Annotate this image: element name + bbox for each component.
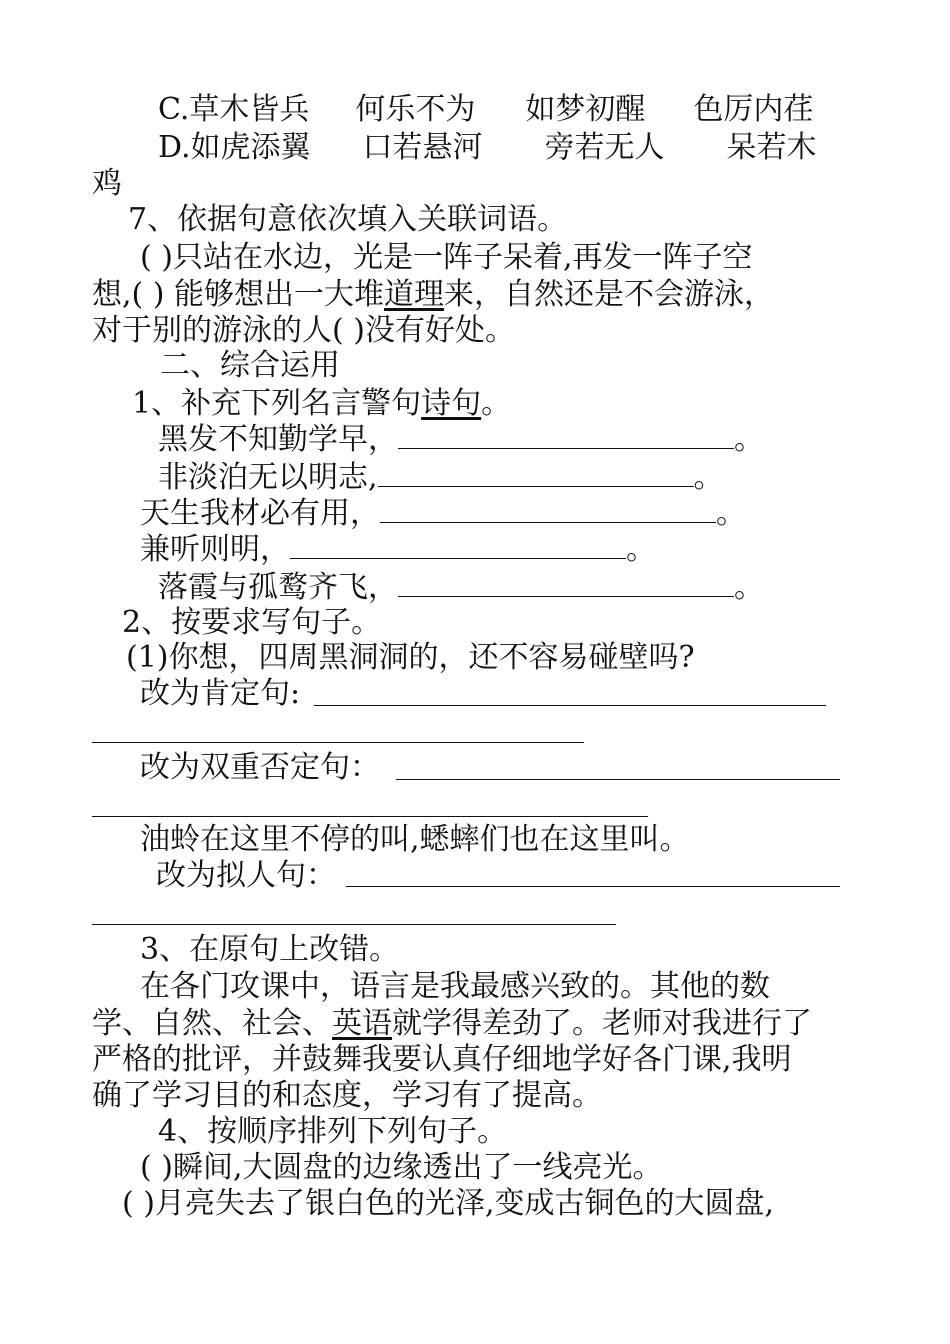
q1-item-2	[158, 460, 724, 496]
q1-item-4	[140, 532, 656, 568]
q3-underlined-word: 英语	[332, 1006, 392, 1041]
option-c-label: C.草木皆兵	[158, 92, 310, 127]
option-d-word3: 旁若无人	[544, 130, 665, 165]
q4-title: 4、按顺序排列下列句子。	[158, 1114, 508, 1149]
q7-line2-a: 想,( ) 能够想出一大堆	[92, 277, 385, 312]
q1-item-2-text: 非淡泊无以明志,	[158, 460, 378, 495]
option-d-label: D.如虎添翼	[158, 130, 311, 165]
q7-line3: 对于别的游泳的人( )没有好处。	[92, 313, 515, 348]
fill-blank[interactable]	[398, 572, 734, 597]
q1-item-5-end: 。	[734, 570, 764, 605]
q7-line1: ( )只站在水边，光是一阵子呆着,再发一阵子空	[140, 240, 753, 275]
q1-item-2-end: 。	[693, 460, 724, 495]
q1-item-4-text: 兼听则明，	[140, 532, 290, 567]
q2-sentence-2: 油蛉在这里不停的叫,蟋蟀们也在这里叫。	[140, 822, 690, 857]
q3-para-line2-a: 学、自然、社会、	[92, 1006, 332, 1041]
q2-title: 2、按要求写句子。	[122, 605, 382, 640]
q1-item-1	[158, 422, 764, 458]
q1-item-5-text: 落霞与孤鹜齐飞，	[158, 570, 398, 605]
q4-sentence-1: ( )瞬间,大圆盘的边缘透出了一线亮光。	[140, 1150, 663, 1185]
answer-line[interactable]	[314, 705, 826, 706]
q3-para-line3: 严格的批评，并鼓舞我要认真仔细地学好各门课,我明	[92, 1042, 792, 1077]
q1-item-4-end: 。	[626, 532, 656, 567]
q1-item-1-text: 黑发不知勤学早，	[158, 422, 398, 457]
q2-sentence-1: (1)你想，四周黑洞洞的，还不容易碰壁吗?	[126, 640, 695, 675]
q1-item-3-text: 天生我材必有用，	[140, 496, 380, 531]
option-d-wrap: 鸡	[92, 166, 122, 201]
option-c-word4: 色厉内荏	[693, 92, 814, 127]
q1-item-3	[140, 496, 746, 532]
q1-title-a: 1、补充下列名言警句	[132, 386, 422, 421]
answer-line[interactable]	[92, 924, 616, 925]
q3-para-line2	[92, 1006, 812, 1042]
option-c-word3: 如梦初醒	[525, 92, 646, 127]
answer-line[interactable]	[396, 779, 840, 780]
answer-line[interactable]	[346, 886, 840, 887]
q1-title-underlined: 诗句	[421, 386, 482, 421]
option-d-word4: 呆若木	[726, 130, 817, 165]
q4-sentence-2: ( )月亮失去了银白色的光泽,变成古铜色的大圆盘,	[122, 1186, 775, 1221]
q7-line2	[92, 277, 774, 313]
q1-title	[132, 386, 511, 422]
fill-blank[interactable]	[380, 498, 716, 523]
section-title: 二、综合运用	[160, 348, 340, 383]
answer-line[interactable]	[92, 742, 584, 743]
q1-item-5	[158, 570, 764, 606]
answer-line[interactable]	[92, 816, 648, 817]
q3-para-line4: 确了学习目的和态度，学习有了提高。	[92, 1078, 602, 1113]
q1-item-3-end: 。	[716, 496, 746, 531]
q2-personification-prompt: 改为拟人句：	[156, 858, 336, 893]
option-d-word2: 口若悬河	[362, 130, 483, 165]
q3-para-line1: 在各门攻课中，语言是我最感兴致的。其他的数	[140, 969, 770, 1004]
option-c-word2: 何乐不为	[355, 92, 476, 127]
q7-underlined-word: 道理	[384, 277, 445, 312]
q1-title-b: 。	[481, 386, 512, 421]
fill-blank[interactable]	[378, 462, 694, 487]
q3-title: 3、在原句上改错。	[140, 932, 400, 967]
q1-item-1-end: 。	[734, 422, 764, 457]
option-c	[158, 92, 813, 128]
fill-blank[interactable]	[290, 534, 626, 559]
q2-affirmative-prompt: 改为肯定句:	[140, 676, 301, 711]
q3-para-line2-b: 就学得差劲了。老师对我进行了	[392, 1006, 812, 1041]
option-d	[158, 130, 817, 166]
q7-line2-b: 来，自然还是不会游泳，	[444, 277, 775, 312]
q7-title: 7、依据句意依次填入关联词语。	[128, 202, 568, 237]
fill-blank[interactable]	[398, 424, 734, 449]
q2-double-negative-prompt: 改为双重否定句：	[140, 750, 380, 785]
